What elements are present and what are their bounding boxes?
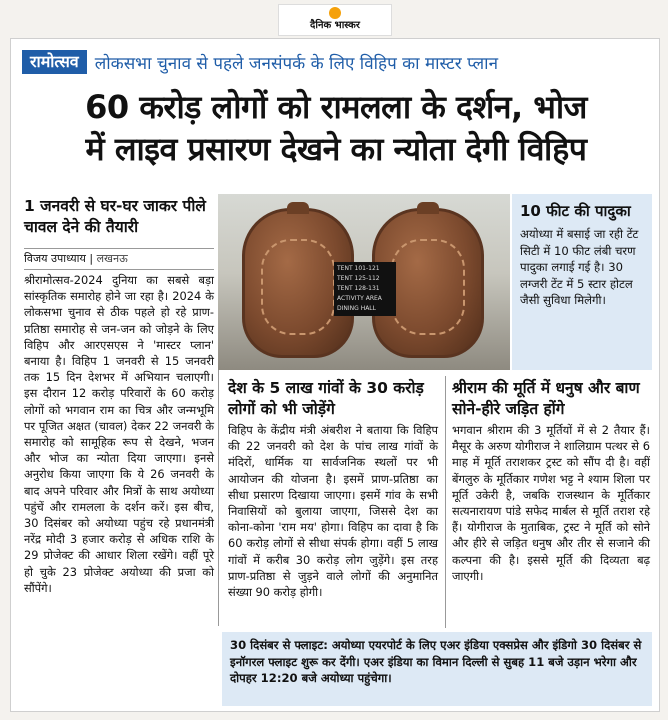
left-body-text: श्रीरामोत्सव-2024 दुनिया का सबसे बड़ा सांस्कृतिक समारोह होने जा रहा है। 2024 के लोकसभा चुनाव से ठीक पहले हो रहे प्राण-प्रतिष्ठा समारोह से जन-जन को जोड़ने के लिए विहिप और आरएसएस ने 'मास्टर प्लान' बनाया है। विहिप 1 जनवरी से 15 जनवरी तक 15 दिन देशभर में अभियान चलाएगी। इस दौरान 12 करोड़ परिवारों के 60 करोड़ लोगों को भगवान राम का चित्र और जन्मभूमि पर पूजित अक्षत (चावल) देकर 22 जनवरी के समारोह को सामूहिक रूप से देखने, भजन और भोज का न्योता दिया जाएगा। इनसे अनुरोध किया जाएगा कि ये 26 जनवरी के बाद अपने परिवार और मित्रों के साथ अयोध्या पहुंचें और रामलला के दर्शन करें। इस बीच, 30 दिसंबर को अयोध्या पहुंच रहे प्रधानमंत्री नरेंद्र मोदी 3 हजार करोड़ से अधिक राशि के 29 प्रोजेक्ट की आधार शिला रखेंगे। वहीं पूरे हो चुके 23 प्रोजेक्ट अयोध्या की प्रजा को सौंपेंगे। (24, 273, 214, 595)
sign-line: TENT 128-131 (337, 285, 380, 292)
headline-line-1: 60 करोड़ लोगों को रामलला के दर्शन, भोज (85, 88, 587, 126)
author-name: विजय उपाध्याय (24, 252, 86, 265)
left-subhead: 1 जनवरी से घर-घर जाकर पीले चावल देने की तैयारी (24, 197, 206, 236)
middle-body-text: विहिप के केंद्रीय मंत्री अंबरीश ने बताया कि विहिप की 22 जनवरी को देश के पांच लाख गांवों के मंदिरों, धार्मिक या सार्वजनिक स्थलों पर भी आयोजन की योजना है। इसमें प्राण-प्रतिष्ठा का सीधा प्रसारण दिखाया जाएगा। इसमें गांव के सभी निवासियों को बुलाया जाएगा, जिससे देश का कोना-कोना 'राम मय' होगा। विहिप का दावा है कि 60 करोड़ लोगों से सीधा संपर्क होगा। वहीं 5 लाख गांवों में करीब 30 करोड़ लोग जुड़ेंगे। इस तरह प्राण-प्रतिष्ठा से जुड़ने वाले लोगों की अनुमानित संख्या 90 करोड़ होगी। (228, 423, 438, 600)
headline (16, 86, 656, 170)
sign-line: DINING HALL (337, 305, 376, 312)
sign-line: ACTIVITY AREA (337, 295, 382, 302)
column-divider (445, 376, 446, 628)
masthead-name: दैनिक भास्कर (310, 20, 360, 31)
headline-line-2: में लाइव प्रसारण देखने का न्योता देगी विहिप (85, 130, 587, 168)
flight-info-text: 30 दिसंबर से फ्लाइट: अयोध्या एयरपोर्ट के लिए एअर इंडिया एक्सप्रेस और इंडिगो 30 दिसंबर से इनॉगरल फ्लाइट शुरू कर देंगी। एअर इंडिया का विमान दिल्ली से सुबह 11 बजे उड़ान भरेगा और दोपहर 12:20 बजे अयोध्या पहुंचेगा। (230, 638, 642, 685)
masthead (278, 4, 392, 36)
left-column-body (24, 272, 214, 684)
kicker (22, 49, 642, 75)
side-box-text: अयोध्या में बसाई जा रही टेंट सिटी में 10 फीट लंबी चरण पादुका लगाई गई है। 30 लग्जरी टेंट में 5 स्टार होटल जैसी सुविधा मिलेगी। (520, 227, 639, 308)
sun-logo-icon (329, 7, 341, 19)
paduka-side-box (512, 194, 652, 370)
dateline-city: लखनऊ (96, 252, 128, 265)
section-tag: रामोत्सव (22, 50, 87, 74)
middle-subhead: देश के 5 लाख गांवों के 30 करोड़ लोगों को भी जोड़ेंगे (228, 379, 424, 418)
padukas-photo (218, 194, 510, 370)
flight-info-box (222, 632, 652, 706)
direction-sign (334, 262, 396, 316)
sign-line: TENT 101-121 (337, 265, 380, 272)
side-box-title: 10 फीट की पादुका (520, 202, 631, 220)
byline: विजय उपाध्याय | लखनऊ (24, 248, 214, 270)
sign-line: TENT 125-112 (337, 275, 380, 282)
right-column-body (452, 422, 650, 628)
right-body-text: भगवान श्रीराम की 3 मूर्तियों में से 2 तैयार हैं। मैसूर के अरुण योगीराज ने शालिग्राम पत्थर से 6 माह में मूर्ति तराशकर ट्रस्ट को सौंप दी है। वहीं बेंगलुरु के मूर्तिकार गणेश भट्ट ने श्याम शिला पर मूर्ति उकेरी है, जबकि राजस्थान के मूर्तिकार सत्यनारायण पांडे सफेद मार्बल से मूर्ति तराश रहे हैं। योगीराज के मुताबिक, ट्रस्ट ने मूर्ति को सोने और हीरे से जड़ित धनुष और तीर से सजाने की कल्पना की है। इससे मूर्ति की दिव्यता बढ़ जाएगी। (452, 423, 650, 583)
kicker-text: लोकसभा चुनाव से पहले जनसंपर्क के लिए विहिप का मास्टर प्लान (94, 53, 499, 74)
middle-column-body (228, 422, 438, 628)
right-subhead: श्रीराम की मूर्ति में धनुष और बाण सोने-हीरे जड़ित होंगे (452, 379, 640, 418)
